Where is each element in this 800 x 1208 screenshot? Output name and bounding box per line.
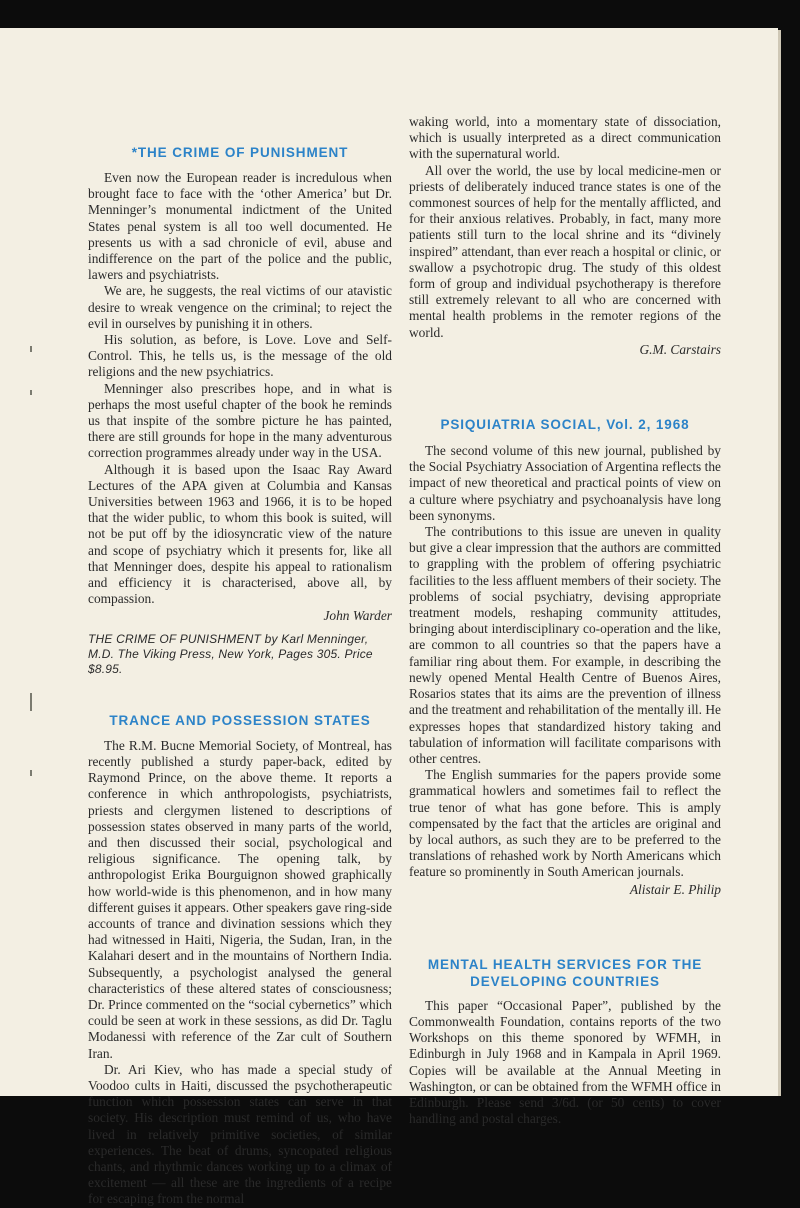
page-edge xyxy=(778,30,781,1096)
paragraph: Dr. Ari Kiev, who has made a special study of Voodoo cults in Haiti, discussed the psychotherapeutic function which possession states can serve in that society. His description must remind of us, who have lived in relatively primitive societies, of similar experiences. The beat of drums, syncopated religious chants, and rhythmic dances working up to a climax of excitement — all these are the ingredients of a recipe for escaping from the normal xyxy=(88,1061,392,1207)
heading-line: MENTAL HEALTH SERVICES FOR THE xyxy=(427,956,703,972)
paragraph: The contributions to this issue are uneven in quality but give a clear impression that the authors are committed to grappling with the problem of offering psychiatric facilities to the less affluent members of their society. The problems of social psychiatry, devising appropriate treatment models, reshaping community attitudes, bringing about interdisciplinary co-operation and the like, are common to all countries so that the papers have a familiar ring about them. For example, in describing the newly opened Mental Health Centre of Buenos Aires, Rosarios states that its aims are the prevention of illness and the treatment and rehabilitation of the mentally ill. He expresses hopes that standardized history taking and tabulation of information will facilitate comparisons with other centres. xyxy=(409,524,721,766)
paragraph: The R.M. Bucne Memorial Society, of Montreal, has recently published a sturdy paper-back, edited by Raymond Prince, on the above theme. It reports a conference in which anthropologists, psychiatrists, priests and clergymen listened to descriptions of possession states observed in many parts of the world, and then discussed their social, psychological and religious significance. The opening talk, by anthropologist Erika Bourguignon showed graphically how world-wide is this phenomenon, and in how many different guises it appears. Other speakers gave ring-side accounts of trance and divination sessions which they had witnessed in Haiti, Nigeria, the Sudan, Iran, in the Kalahari desert and in the mountains of Northern India. Subsequently, a psychologist analysed the general characteristics of these altered states of consciousness; Dr. Prince commented on the “social cybernetics” which could be seen at work in these sessions, as did Dr. Taglu Modanessi with reference of the Zar cult of Southern Iran. xyxy=(88,737,392,1061)
author-signature: Alistair E. Philip xyxy=(629,881,721,897)
paragraph: The English summaries for the papers provide some grammatical howlers and sometimes fail to reflect the true tenor of what has gone before. This is amply compensated by the fact that the articles are original and by local authors, as such they are to be preferred to the translations of rehashed work by North Americans which feature so prominently in South American journals. xyxy=(409,767,721,880)
margin-mark xyxy=(30,693,32,711)
paragraph: All over the world, the use by local medicine-men or priests of deliberately induced trance states is one of the commonest sources of help for the mentally afflicted, and for their anxious relatives. Probably, in fact, many more patients still turn to the local shrine and its “divinely inspired” attendant, than ever reach a hospital or clinic, or swallow a psychotropic drug. The study of this oldest form of group and individual psychotherapy is therefore still extremely relevant to all who are concerned with mental health problems in the remoter regions of the world. xyxy=(409,162,721,340)
paragraph: His solution, as before, is Love. Love and Self-Control. This, he tells us, is the message of the old religions and the new psychiatrics. xyxy=(88,332,392,380)
margin-mark xyxy=(30,346,32,352)
paragraph: Even now the European reader is incredulous when brought face to face with the ‘other America’ but Dr. Menninger’s monumental indictment of the United States penal system is all too well documented. He presents us with a sad chronicle of evil, abuse and indifference on the part of the police and the public, lawers and psychiatrists. xyxy=(88,170,392,283)
paragraph: The second volume of this new journal, published by the Social Psychiatry Association of Argentina reflects the impact of new theoretical and practical points of view on a culture where psychiatry and psychoanalysis have long been synonyms. xyxy=(409,443,721,523)
left-column xyxy=(88,116,392,1208)
margin-mark xyxy=(30,770,32,776)
article-heading xyxy=(409,956,721,990)
paragraph: This paper “Occasional Paper”, published by the Commonwealth Foundation, contains reports of the two Workshops on this theme sponored by WFMH, in Edinburgh in July 1968 and in Kampala in April 1969. Copies will be available at the Annual Meeting in Washington, or can be obtained from the WFMH office in Edinburgh. Please send 3/6d. (or 50 cents) to cover handling and postal charges. xyxy=(409,997,721,1127)
paragraph: waking world, into a momentary state of dissociation, which is usually interpreted as a direct communication with the supernatural world. xyxy=(409,114,721,162)
right-column xyxy=(409,114,721,1127)
article-heading: PSIQUIATRIA SOCIAL, Vol. 2, 1968 xyxy=(440,417,690,433)
paragraph: We are, he suggests, the real victims of our atavistic desire to wreak vengence on the criminal; to reject the evil in ourselves by punishing it in others. xyxy=(88,283,392,331)
paragraph: Menninger also prescribes hope, and in what is perhaps the most useful chapter of the book he reminds us that inspite of the sombre picture he has painted, there are still grounds for hope in the many adventurous correction programmes already under way in the USA. xyxy=(88,380,392,461)
heading-line: DEVELOPING COUNTRIES xyxy=(470,973,660,989)
magazine-page xyxy=(0,28,778,1207)
margin-mark xyxy=(30,390,32,395)
author-signature: John Warder xyxy=(323,608,392,624)
book-citation: THE CRIME OF PUNISHMENT by Karl Menninger, M.D. The Viking Press, New York, Pages 305. Price $8.95. xyxy=(88,631,373,676)
author-signature: G.M. Carstairs xyxy=(639,341,721,357)
article-heading: *THE CRIME OF PUNISHMENT xyxy=(131,145,349,160)
article-heading: TRANCE AND POSSESSION STATES xyxy=(109,712,371,728)
paragraph: Although it is based upon the Isaac Ray Award Lectures of the APA given at Columbia and Kansas Universities between 1963 and 1966, it is to be hoped that the wider public, to whom this book is suited, will not be put off by the idiosyncratic view of the nature and scope of psychiatry which it presents for, like all that Menninger does, despite his appeal to rationalism and efficiency it is characterised, above all, by compassion. xyxy=(88,461,392,607)
